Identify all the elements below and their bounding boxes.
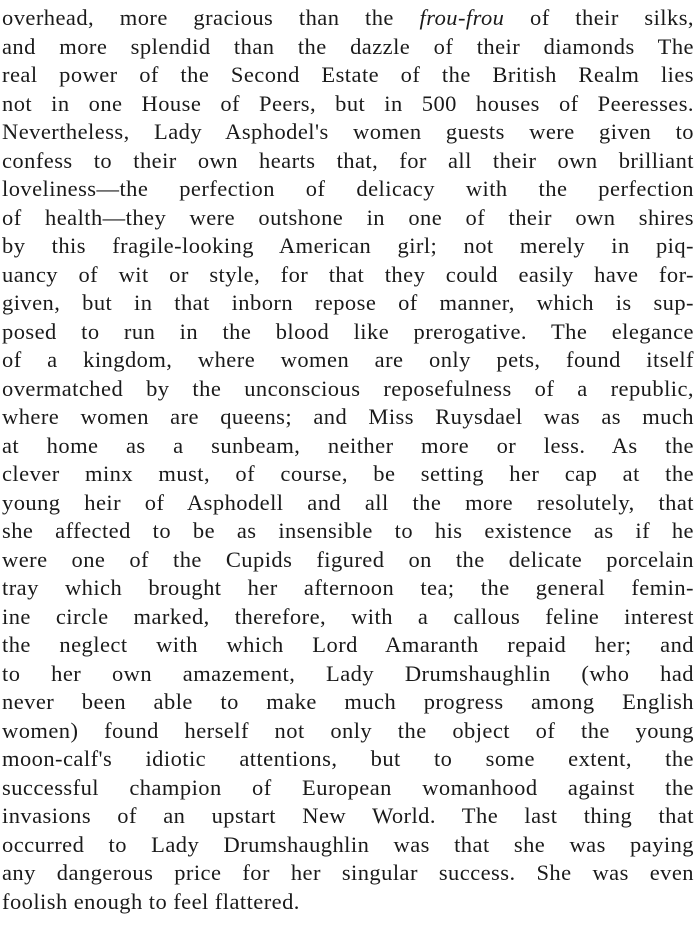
text-line: the neglect with which Lord Amaranth repaid her; and	[2, 632, 694, 657]
text-line: successful champion of European womanhood against the	[2, 774, 694, 800]
text-line: overmatched by the unconscious reposefulness of a republic,	[2, 375, 694, 401]
text-line: posed to run in the blood like prerogative. The elegance	[2, 318, 694, 344]
text-line: young heir of Asphodell and all the more resolutely, that	[2, 489, 694, 515]
text-line: where women are queens; and Miss Ruysdael was as much	[2, 404, 694, 429]
text-line: given, but in that inborn repose of manner, which is sup-	[2, 290, 694, 315]
text-line: invasions of an upstart New World. The last thing that	[2, 803, 694, 828]
text-line: at home as a sunbeam, neither more or less. As the	[2, 432, 694, 458]
text-line: foolish enough to feel flattered.	[2, 888, 300, 914]
text-line: of health—they were outshone in one of their own shires	[2, 204, 694, 230]
body-paragraph	[2, 4, 694, 916]
line-text: of their silks,	[504, 5, 694, 30]
text-line: she affected to be as insensible to his existence as if he	[2, 518, 694, 543]
text-line: Nevertheless, Lady Asphodel's women guests were given to	[2, 119, 694, 144]
text-line: uancy of wit or style, for that they could easily have for-	[2, 261, 694, 287]
text-line: women) found herself not only the object of the young	[2, 717, 694, 743]
text-line: clever minx must, of course, be setting her cap at the	[2, 461, 694, 486]
text-line: any dangerous price for her singular success. She was even	[2, 860, 694, 885]
text-line: ine circle marked, therefore, with a callous feline interest	[2, 603, 694, 629]
text-line: not in one House of Peers, but in 500 houses of Peeresses.	[2, 90, 694, 116]
text-line: to her own amazement, Lady Drumshaughlin (who had	[2, 660, 694, 686]
text-line: of a kingdom, where women are only pets, found itself	[2, 347, 694, 372]
text-line: tray which brought her afternoon tea; the general femin-	[2, 575, 694, 600]
text-line: confess to their own hearts that, for all their own brilliant	[2, 147, 694, 173]
text-line: occurred to Lady Drumshaughlin was that she was paying	[2, 831, 694, 857]
text-line: never been able to make much progress among English	[2, 689, 694, 714]
text-line: real power of the Second Estate of the British Realm lies	[2, 62, 694, 87]
line-text: overhead, more gracious than the	[2, 5, 420, 30]
text-line: and more splendid than the dazzle of their diamonds The	[2, 33, 694, 59]
text-line: moon-calf's idiotic attentions, but to some extent, the	[2, 746, 694, 771]
italic-word: frou-frou	[419, 5, 505, 30]
text-line	[2, 4, 694, 33]
text-line: were one of the Cupids figured on the delicate porcelain	[2, 546, 694, 572]
text-line: loveliness—the perfection of delicacy with the perfection	[2, 176, 694, 201]
text-line: by this fragile-looking American girl; not merely in piq-	[2, 233, 694, 258]
